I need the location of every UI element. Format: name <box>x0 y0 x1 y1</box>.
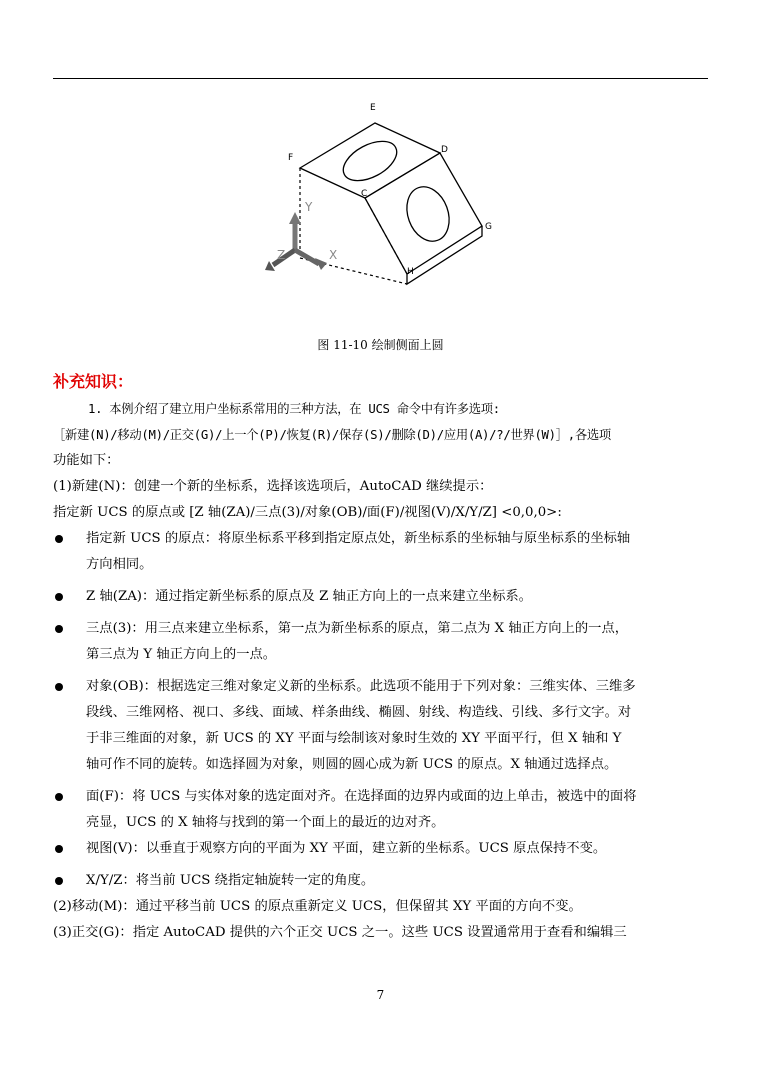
vertex-label-c: C <box>361 189 368 199</box>
bullet-line: 第三点为 Y 轴正方向上的一点。 <box>86 647 277 662</box>
ucs-axis-icon <box>265 200 337 271</box>
bullet-line: 于非三维面的对象，新 UCS 的 XY 平面与绘制该对象时生效的 XY 平面平行，但 X 轴和 Y <box>86 731 622 746</box>
bullet-dot <box>55 535 63 543</box>
bullet-dot <box>55 593 63 601</box>
bullet-xyz <box>53 868 713 894</box>
bullet-z-axis <box>53 584 713 610</box>
vertex-label-h: H <box>407 267 414 277</box>
axis-label-x: X <box>329 248 338 262</box>
paragraph-options-cont: 功能如下： <box>53 453 120 468</box>
bullet-dot <box>55 625 63 633</box>
bullet-line: 视图(V)：以垂直于观察方向的平面为 XY 平面，建立新的坐标系。UCS 原点保持不变。 <box>86 841 607 856</box>
paragraph-move: (2)移动(M)：通过平移当前 UCS 的原点重新定义 UCS，但保留其 XY 平面的方向不变。 <box>53 899 582 914</box>
bullet-line: 轴可作不同的旋转。如选择圆为对象，则圆的圆心成为新 UCS 的原点。X 轴通过选择点。 <box>86 757 618 772</box>
bullet-line: 亮显，UCS 的 X 轴将与找到的第一个面上的最近的边对齐。 <box>86 815 445 830</box>
bullet-line: 面(F)：将 UCS 与实体对象的选定面对齐。在选择面的边界内或面的边上单击，被选中的面将 <box>86 789 637 804</box>
vertex-label-f: F <box>288 153 294 163</box>
axis-label-y: Y <box>305 200 313 214</box>
vertex-label-e: E <box>370 103 376 113</box>
bullet-dot <box>55 683 63 691</box>
header-rule <box>53 78 708 79</box>
paragraph-prompt: 指定新 UCS 的原点或 [Z 轴(ZA)/三点(3)/对象(OB)/面(F)/视图(V)/X/Y/Z] <0,0,0>: <box>53 505 562 520</box>
paragraph-new: (1)新建(N)：创建一个新的坐标系，选择该选项后，AutoCAD 继续提示： <box>53 479 493 494</box>
bullet-view <box>53 836 713 862</box>
vertex-label-d: D <box>441 145 448 155</box>
bullet-dot <box>55 877 63 885</box>
bullet-dot <box>55 793 63 801</box>
bullet-line: Z 轴(ZA)：通过指定新坐标系的原点及 Z 轴正方向上的一点来建立坐标系。 <box>86 589 532 604</box>
bullet-origin <box>53 526 713 578</box>
paragraph-ortho: (3)正交(G)：指定 AutoCAD 提供的六个正交 UCS 之一。这些 UCS 设置通常用于查看和编辑三 <box>53 925 627 940</box>
paragraph-intro: 1. 本例介绍了建立用户坐标系常用的三种方法，在 UCS 命令中有许多选项: <box>88 402 500 416</box>
bullet-object <box>53 674 713 778</box>
isometric-block-figure <box>255 98 505 288</box>
bullet-line: 方向相同。 <box>86 557 153 572</box>
paragraph-options: ［新建(N)/移动(M)/正交(G)/上一个(P)/恢复(R)/保存(S)/删除(D)/应用(A)/?/世界(W)］,各选项 <box>53 428 611 442</box>
bullet-line: 三点(3)：用三点来建立坐标系，第一点为新坐标系的原点，第二点为 X 轴正方向上的一点， <box>86 621 629 636</box>
figure-caption: 图 11-10 绘制侧面上圆 <box>317 338 444 352</box>
bullet-line: 段线、三维网格、视口、多线、面域、样条曲线、椭圆、射线、构造线、引线、多行文字。对 <box>86 705 632 720</box>
vertex-label-g: G <box>485 222 492 232</box>
body-text <box>53 396 713 946</box>
page-number: 7 <box>376 988 385 1002</box>
bullet-face <box>53 784 713 836</box>
bullet-line: X/Y/Z：将当前 UCS 绕指定轴旋转一定的角度。 <box>86 873 375 888</box>
bullet-dot <box>55 845 63 853</box>
bullet-three-point <box>53 616 713 668</box>
bullet-line: 指定新 UCS 的原点：将原坐标系平移到指定原点处，新坐标系的坐标轴与原坐标系的坐标轴 <box>86 531 631 546</box>
section-title: 补充知识： <box>53 372 134 391</box>
bullet-line: 对象(OB)：根据选定三维对象定义新的坐标系。此选项不能用于下列对象：三维实体、三维多 <box>86 679 636 694</box>
axis-label-z: Z <box>277 248 286 262</box>
